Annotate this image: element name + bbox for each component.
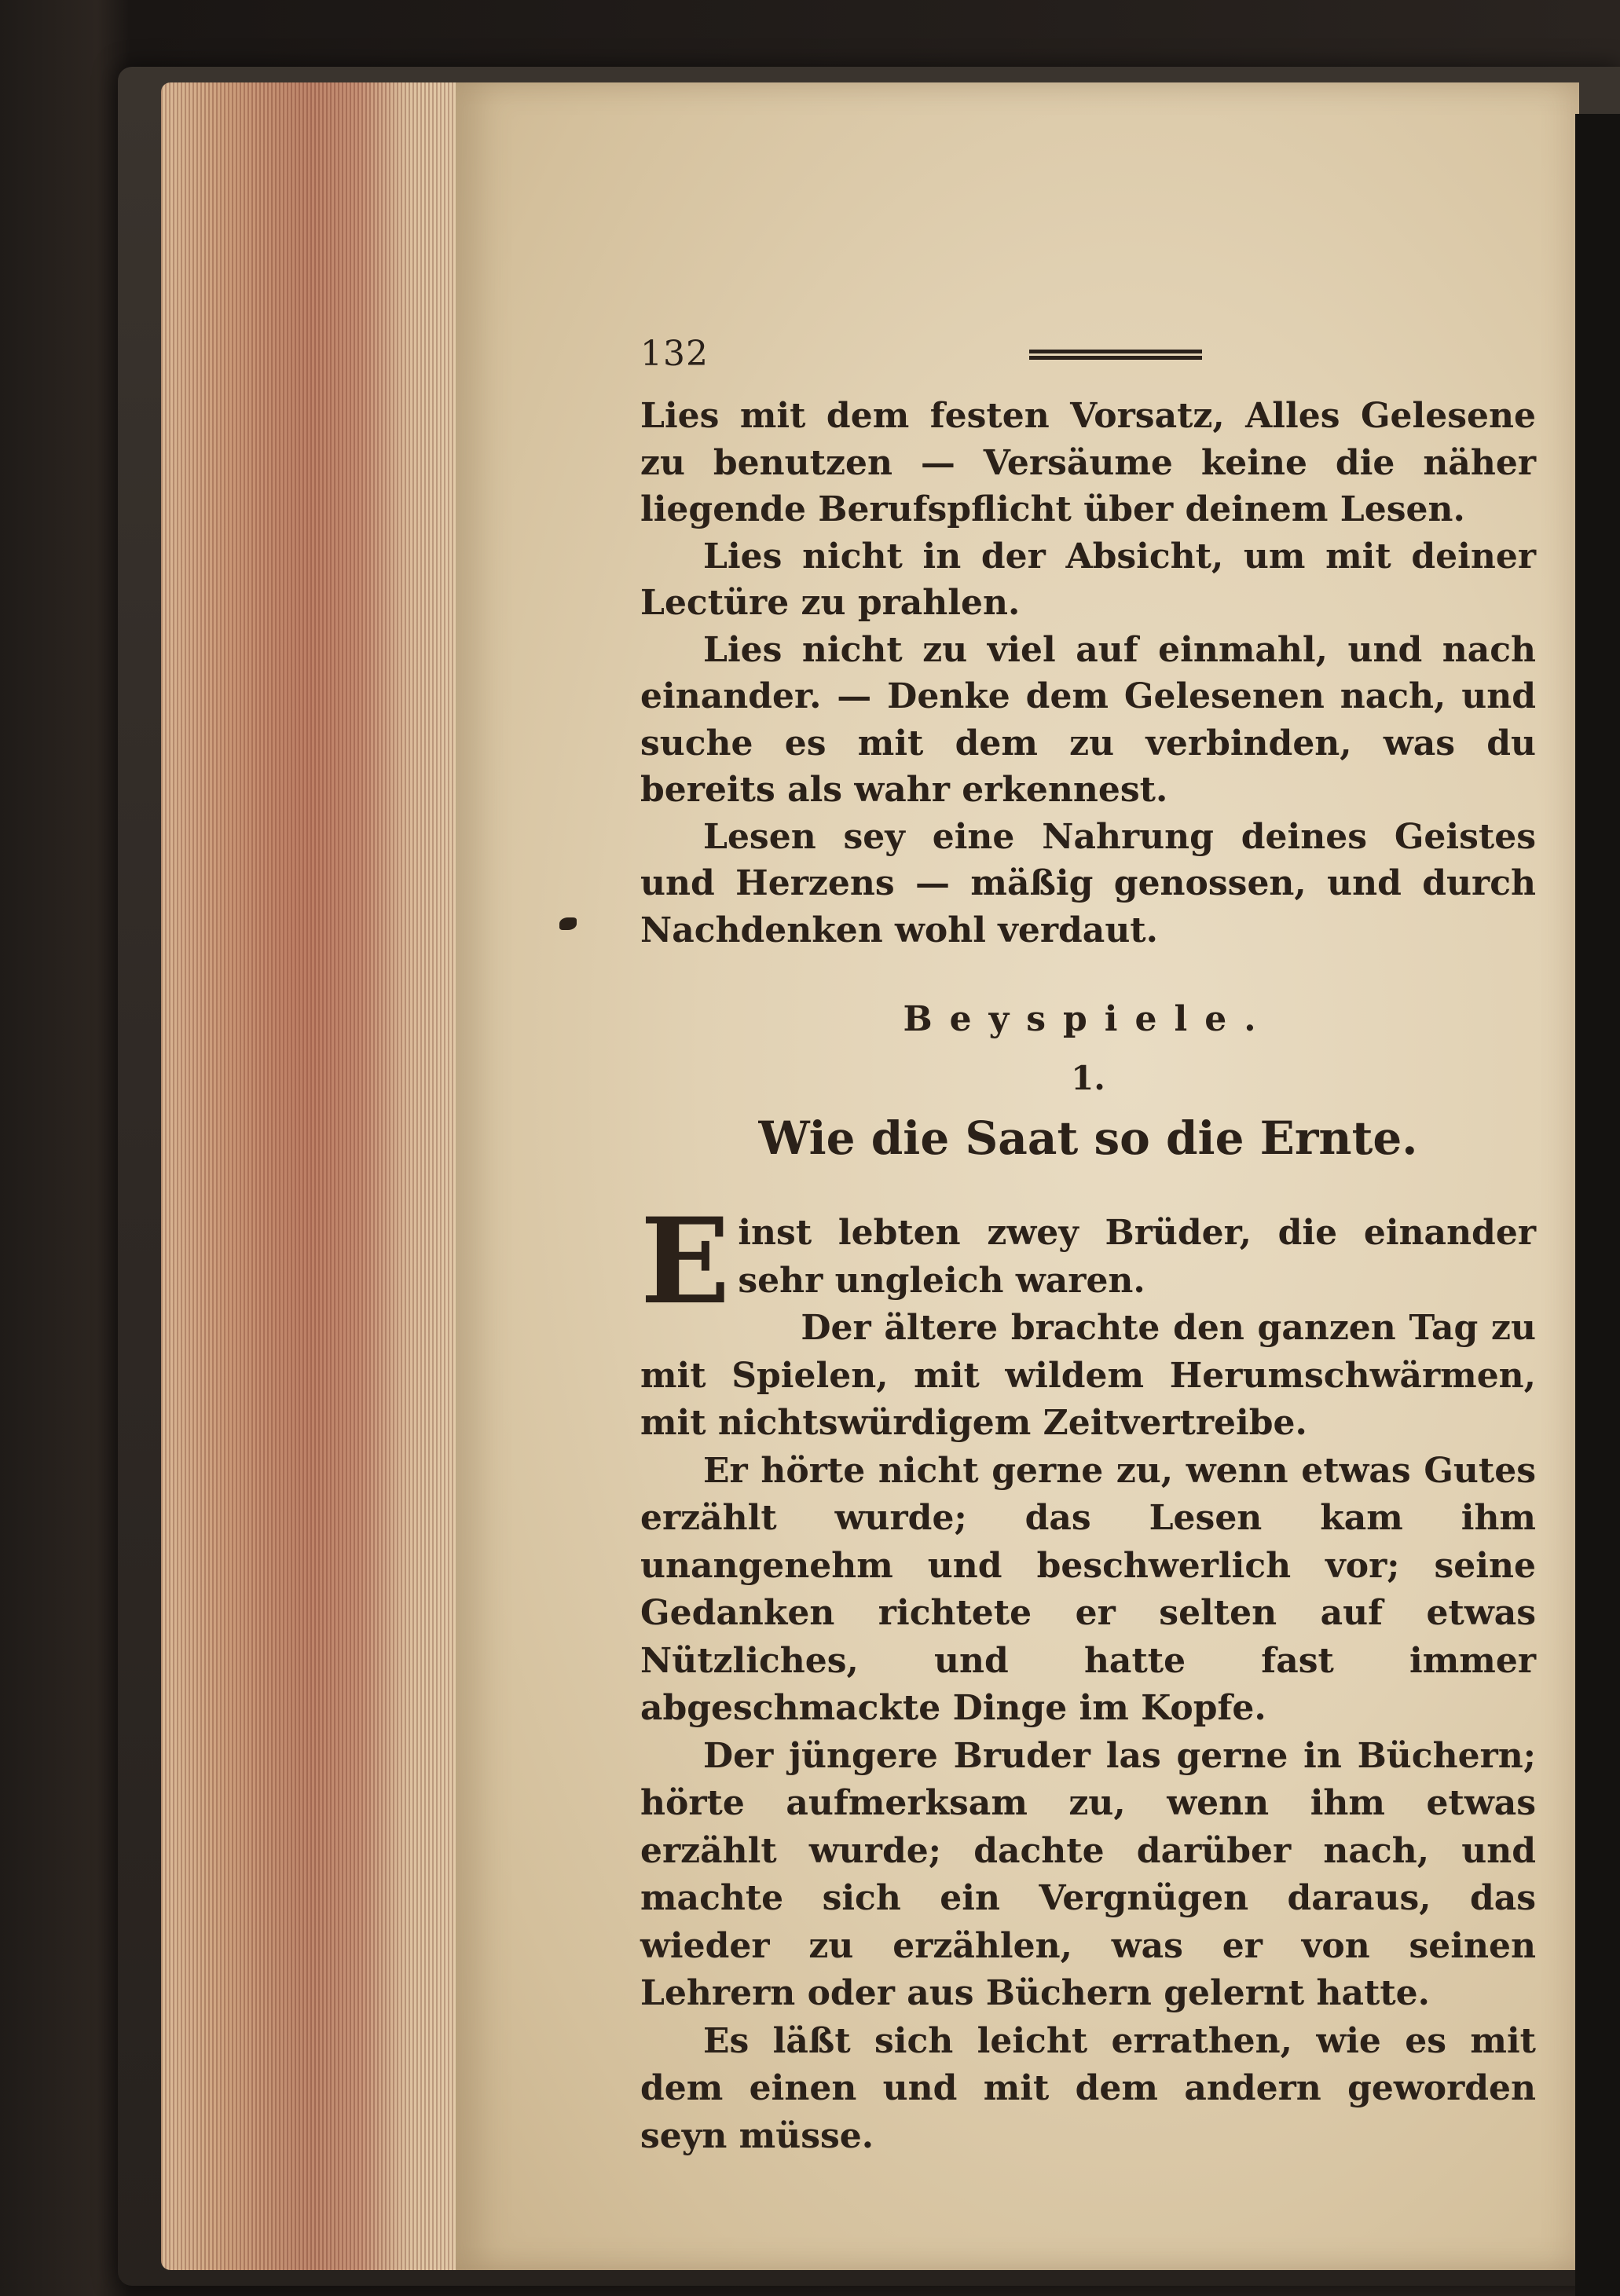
paragraph: Es läßt sich leicht errathen, wie es mit dem einen und mit dem andern geworden seyn müsse.: [640, 2020, 1536, 2156]
paragraph: Lies mit dem festen Vorsatz, Alles Gelesene zu benutzen — Versäume keine die näher liegende Berufspflicht über deinem Lesen.: [640, 396, 1536, 529]
opposite-page-shadow: [1575, 114, 1620, 2296]
ink-blot: [559, 917, 577, 930]
paragraph: Lies nicht zu viel auf einmahl, und nach einander. — Denke dem Gelesenen nach, und suche es mit dem zu verbinden, was du bereits als wahr erkennest.: [640, 629, 1536, 810]
intro-text: [640, 393, 1536, 954]
story-title: Wie die Saat so die Ernte.: [758, 1111, 1418, 1165]
paragraph: Lesen sey eine Nahrung deines Geistes und Herzens — mäßig genossen, und durch Nachdenken wohl verdaut.: [640, 816, 1536, 950]
page-edges: [161, 82, 491, 2270]
drop-cap: E: [640, 1192, 731, 1331]
paragraph: Der jüngere Bruder las gerne in Büchern; hörte aufmerksam zu, wenn ihm etwas erzählt wurde; dachte darüber nach, und machte sich ein Vergnügen daraus, das wieder zu erzählen, was er von seinen Lehrern oder aus Büchern gelernt hatte.: [640, 1735, 1536, 2013]
paragraph: [640, 1192, 1536, 1331]
header-ornament-rule: [1029, 350, 1202, 361]
story-text: [640, 1192, 1536, 2160]
page-number: 132: [640, 334, 709, 374]
section-heading: Beyspiele.: [903, 999, 1274, 1039]
paragraph: Er hörte nicht gerne zu, wenn etwas Gutes erzählt wurde; das Lesen kam ihm unangenehm und beschwerlich vor; seine Gedanken richtete er selten auf etwas Nützliches, und hatte fast immer abgeschmackte Dinge im Kopfe.: [640, 1450, 1536, 1728]
paragraph: Der ältere brachte den ganzen Tag zu mit Spielen, mit wildem Herumschwärmen, mit nichtswürdigem Zeitvertreibe.: [640, 1308, 1536, 1443]
paragraph-text: inst lebten zwey Brüder, die einander sehr ungleich waren.: [738, 1213, 1536, 1301]
page-header: [640, 334, 1536, 381]
section-number: 1.: [1071, 1059, 1105, 1097]
paragraph: Lies nicht in der Absicht, um mit deiner Lectüre zu prahlen.: [640, 536, 1536, 623]
